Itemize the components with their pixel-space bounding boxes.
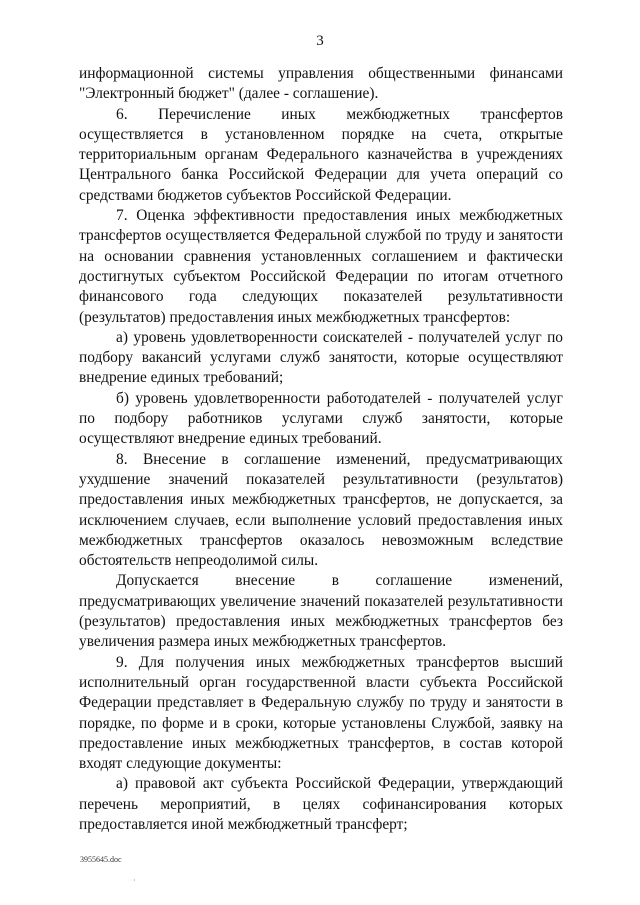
paragraph-item-8-cont: Допускается внесение в соглашение изменений, предусматривающих увеличение значений показателей результативности (результатов) предоставления иных межбюджетных трансфертов без увеличения размера иных межбюджетных трансфертов. (79, 572, 563, 651)
paragraph-item-6: 6. Перечисление иных межбюджетных трансфертов осуществляется в установленном порядке на счета, открытые территориальным органам Федерального казначейства в учреждениях Центрального банка Российской Федерации для учета операций со средствами бюджетов субъектов Российской Федерации. (79, 105, 563, 204)
footer-mark: · (133, 876, 136, 885)
document-code: 3955645.doc (80, 855, 122, 864)
paragraph-item-9: 9. Для получения иных межбюджетных трансфертов высший исполнительный орган государственной власти субъекта Российской Федерации представляет в Федеральную службу по труду и занятости в порядке, по форме и в сроки, которые установлены Службой, заявку на предоставление иных межбюджетных трансфертов, в состав которой входят следующие документы: (79, 653, 563, 773)
paragraph-subitem-a: а) уровень удовлетворенности соискателей - получателей услуг по подбору вакансий услугами служб занятости, которые осуществляют внедрение единых требований; (79, 328, 563, 387)
paragraph-item-8: 8. Внесение в соглашение изменений, предусматривающих ухудшение значений показателей результативности (результатов) предоставления иных межбюджетных трансфертов, не допускается, за исключением случаев, если выполнение условий предоставления иных межбюджетных трансфертов оказалось невозможным вследствие обстоятельств непреодолимой силы. (79, 450, 563, 570)
paragraph-item-7: 7. Оценка эффективности предоставления иных межбюджетных трансфертов осуществляется Федеральной службой по труду и занятости на основании сравнения установленных соглашением и фактически достигнутых субъектом Российской Федерации по итогам отчетного финансового года следующих показателей результативности (результатов) предоставления иных межбюджетных трансфертов: (79, 207, 563, 326)
paragraph-subitem-b: б) уровень удовлетворенности работодателей - получателей услуг по подбору работников услугами служб занятости, которые осуществляют внедрение единых требований. (79, 389, 563, 448)
document-body (79, 64, 563, 835)
paragraph-continuation: информационной системы управления общественными финансами "Электронный бюджет" (далее - соглашение). (79, 65, 563, 103)
paragraph-item-9-subitem-a: а) правовой акт субъекта Российской Федерации, утверждающий перечень мероприятий, в целях софинансирования которых предоставляется иной межбюджетный трансферт; (79, 775, 563, 833)
page-number: 3 (316, 33, 324, 49)
